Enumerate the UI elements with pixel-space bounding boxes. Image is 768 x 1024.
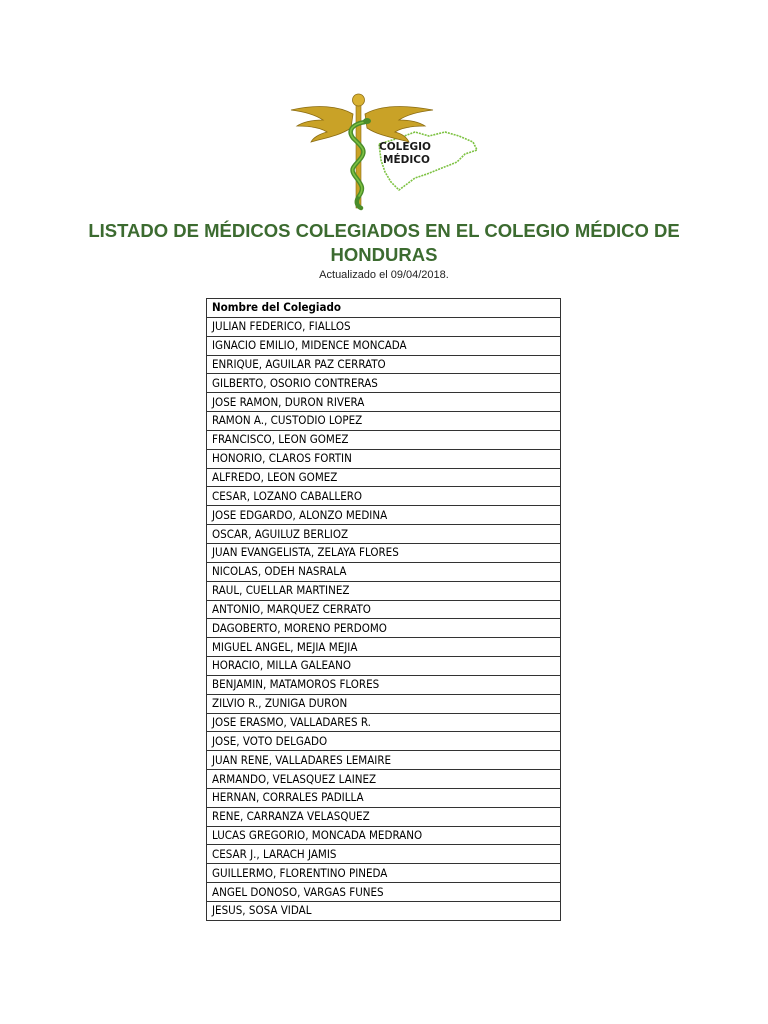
colegiado-name-cell: DAGOBERTO, MORENO PERDOMO [207, 619, 561, 638]
table-row [207, 506, 561, 525]
colegiado-name-cell: HORACIO, MILLA GALEANO [207, 657, 561, 676]
table-row [207, 770, 561, 789]
table-row [207, 374, 561, 393]
table-row [207, 657, 561, 676]
colegiado-name-cell: NICOLAS, ODEH NASRALA [207, 562, 561, 581]
table-row [207, 883, 561, 902]
table-row [207, 449, 561, 468]
colegiado-name-cell: JUAN EVANGELISTA, ZELAYA FLORES [207, 543, 561, 562]
colegiados-table [206, 298, 561, 921]
table-row [207, 751, 561, 770]
table-row [207, 562, 561, 581]
colegiado-name-cell: LUCAS GREGORIO, MONCADA MEDRANO [207, 826, 561, 845]
table-row [207, 864, 561, 883]
colegiado-name-cell: JUAN RENE, VALLADARES LEMAIRE [207, 751, 561, 770]
colegiado-name-cell: ENRIQUE, AGUILAR PAZ CERRATO [207, 355, 561, 374]
column-header-nombre: Nombre del Colegiado [207, 299, 561, 318]
table-body [207, 317, 561, 920]
table-header-row [207, 299, 561, 318]
colegiado-name-cell: GILBERTO, OSORIO CONTRERAS [207, 374, 561, 393]
colegiado-name-cell: RAUL, CUELLAR MARTINEZ [207, 581, 561, 600]
colegiado-name-cell: ANGEL DONOSO, VARGAS FUNES [207, 883, 561, 902]
colegiado-name-cell: HERNAN, CORRALES PADILLA [207, 788, 561, 807]
page-title [0, 219, 768, 267]
table-row [207, 675, 561, 694]
table-row [207, 902, 561, 921]
colegiado-name-cell: RAMON A., CUSTODIO LOPEZ [207, 412, 561, 431]
colegiado-name-cell: CESAR, LOZANO CABALLERO [207, 487, 561, 506]
table-row [207, 638, 561, 657]
colegiado-name-cell: JOSE ERASMO, VALLADARES R. [207, 713, 561, 732]
table-row [207, 468, 561, 487]
colegio-medico-logo [287, 92, 481, 212]
colegiado-name-cell: JESUS, SOSA VIDAL [207, 902, 561, 921]
table-row [207, 600, 561, 619]
colegiado-name-cell: OSCAR, AGUILUZ BERLIOZ [207, 525, 561, 544]
table-row [207, 412, 561, 431]
table-row [207, 619, 561, 638]
table-row [207, 487, 561, 506]
colegiado-name-cell: MIGUEL ANGEL, MEJIA MEJIA [207, 638, 561, 657]
page-title-line2: HONDURAS [330, 244, 438, 265]
table-row [207, 336, 561, 355]
table-row [207, 807, 561, 826]
colegiado-name-cell: ANTONIO, MARQUEZ CERRATO [207, 600, 561, 619]
table-row [207, 393, 561, 412]
table-row [207, 317, 561, 336]
table-row [207, 543, 561, 562]
table-row [207, 525, 561, 544]
table-row [207, 355, 561, 374]
update-date: Actualizado el 09/04/2018. [319, 269, 449, 281]
table-row [207, 581, 561, 600]
table-row [207, 713, 561, 732]
page-title-line1: LISTADO DE MÉDICOS COLEGIADOS EN EL COLEGIO MÉDICO DE [88, 220, 680, 241]
colegiado-name-cell: ZILVIO R., ZUNIGA DURON [207, 694, 561, 713]
logo-text-line1: COLEGIO [379, 141, 431, 153]
colegiado-name-cell: IGNACIO EMILIO, MIDENCE MONCADA [207, 336, 561, 355]
colegiado-name-cell: JOSE RAMON, DURON RIVERA [207, 393, 561, 412]
colegiado-name-cell: HONORIO, CLAROS FORTIN [207, 449, 561, 468]
caduceus-icon [287, 92, 481, 212]
left-wing-icon [291, 107, 353, 142]
colegiado-name-cell: GUILLERMO, FLORENTINO PINEDA [207, 864, 561, 883]
colegiado-name-cell: JULIAN FEDERICO, FIALLOS [207, 317, 561, 336]
table-row [207, 845, 561, 864]
table-row [207, 732, 561, 751]
colegiado-name-cell: BENJAMIN, MATAMOROS FLORES [207, 675, 561, 694]
colegiado-name-cell: RENE, CARRANZA VELASQUEZ [207, 807, 561, 826]
logo-text-line2: MÉDICO [383, 154, 430, 166]
table-row [207, 694, 561, 713]
table-row [207, 788, 561, 807]
colegiado-name-cell: JOSE EDGARDO, ALONZO MEDINA [207, 506, 561, 525]
colegiado-name-cell: ALFREDO, LEON GOMEZ [207, 468, 561, 487]
colegiado-name-cell: FRANCISCO, LEON GOMEZ [207, 430, 561, 449]
colegiado-name-cell: CESAR J., LARACH JAMIS [207, 845, 561, 864]
table-row [207, 430, 561, 449]
table-row [207, 826, 561, 845]
colegiado-name-cell: ARMANDO, VELASQUEZ LAINEZ [207, 770, 561, 789]
colegiado-name-cell: JOSE, VOTO DELGADO [207, 732, 561, 751]
